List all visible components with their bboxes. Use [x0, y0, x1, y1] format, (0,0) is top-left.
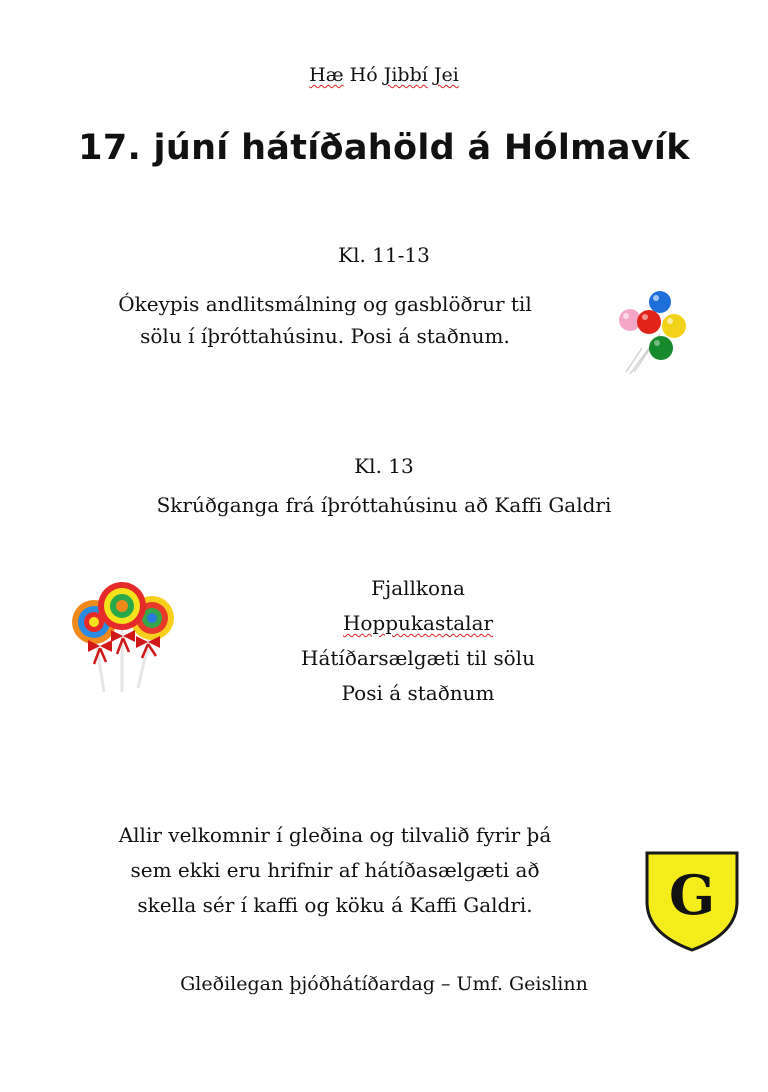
page-title: 17. júní hátíðahöld á Hólmavík [78, 128, 690, 168]
list-item: Fjallkona [371, 576, 465, 600]
greeting-word: Jibbí [383, 64, 428, 86]
closing-line: skella sér í kaffi og köku á Kaffi Galdri. [137, 893, 533, 917]
closing-line: Allir velkomnir í gleðina og tilvalið fyrir þá [118, 823, 552, 847]
balloon-blue [649, 291, 671, 313]
event-list [268, 571, 568, 711]
lollipops-icon [66, 580, 178, 696]
signoff: Gleðilegan þjóðhátíðardag – Umf. Geislinn [180, 973, 588, 995]
closing-line: sem ekki eru hrifnir af hátíðasælgæti að [130, 858, 540, 882]
balloons-icon [608, 286, 692, 382]
description-line: sölu í íþróttahúsinu. Posi á staðnum. [140, 324, 510, 348]
greeting-word: Hó [349, 64, 378, 86]
face-paint-description [40, 288, 610, 352]
description-line: Ókeypis andlitsmálning og gasblöðrur til [118, 292, 532, 316]
list-item: Hoppukastalar [342, 611, 494, 635]
greeting [0, 64, 768, 86]
balloon-red [637, 310, 661, 334]
closing-paragraph [40, 818, 630, 923]
geislinn-logo-icon [644, 850, 740, 954]
logo-letter: G [668, 863, 716, 927]
balloon-green [649, 336, 673, 360]
greeting-word: Hæ [309, 64, 344, 86]
time-11-13: Kl. 11-13 [338, 243, 430, 267]
greeting-word: Jei [433, 64, 459, 86]
parade-line: Skrúðganga frá íþróttahúsinu að Kaffi Galdri [156, 493, 612, 517]
list-item: Posi á staðnum [341, 681, 495, 705]
time-13: Kl. 13 [354, 454, 414, 478]
balloon-yellow [662, 314, 686, 338]
list-item: Hátíðarsælgæti til sölu [301, 646, 535, 670]
